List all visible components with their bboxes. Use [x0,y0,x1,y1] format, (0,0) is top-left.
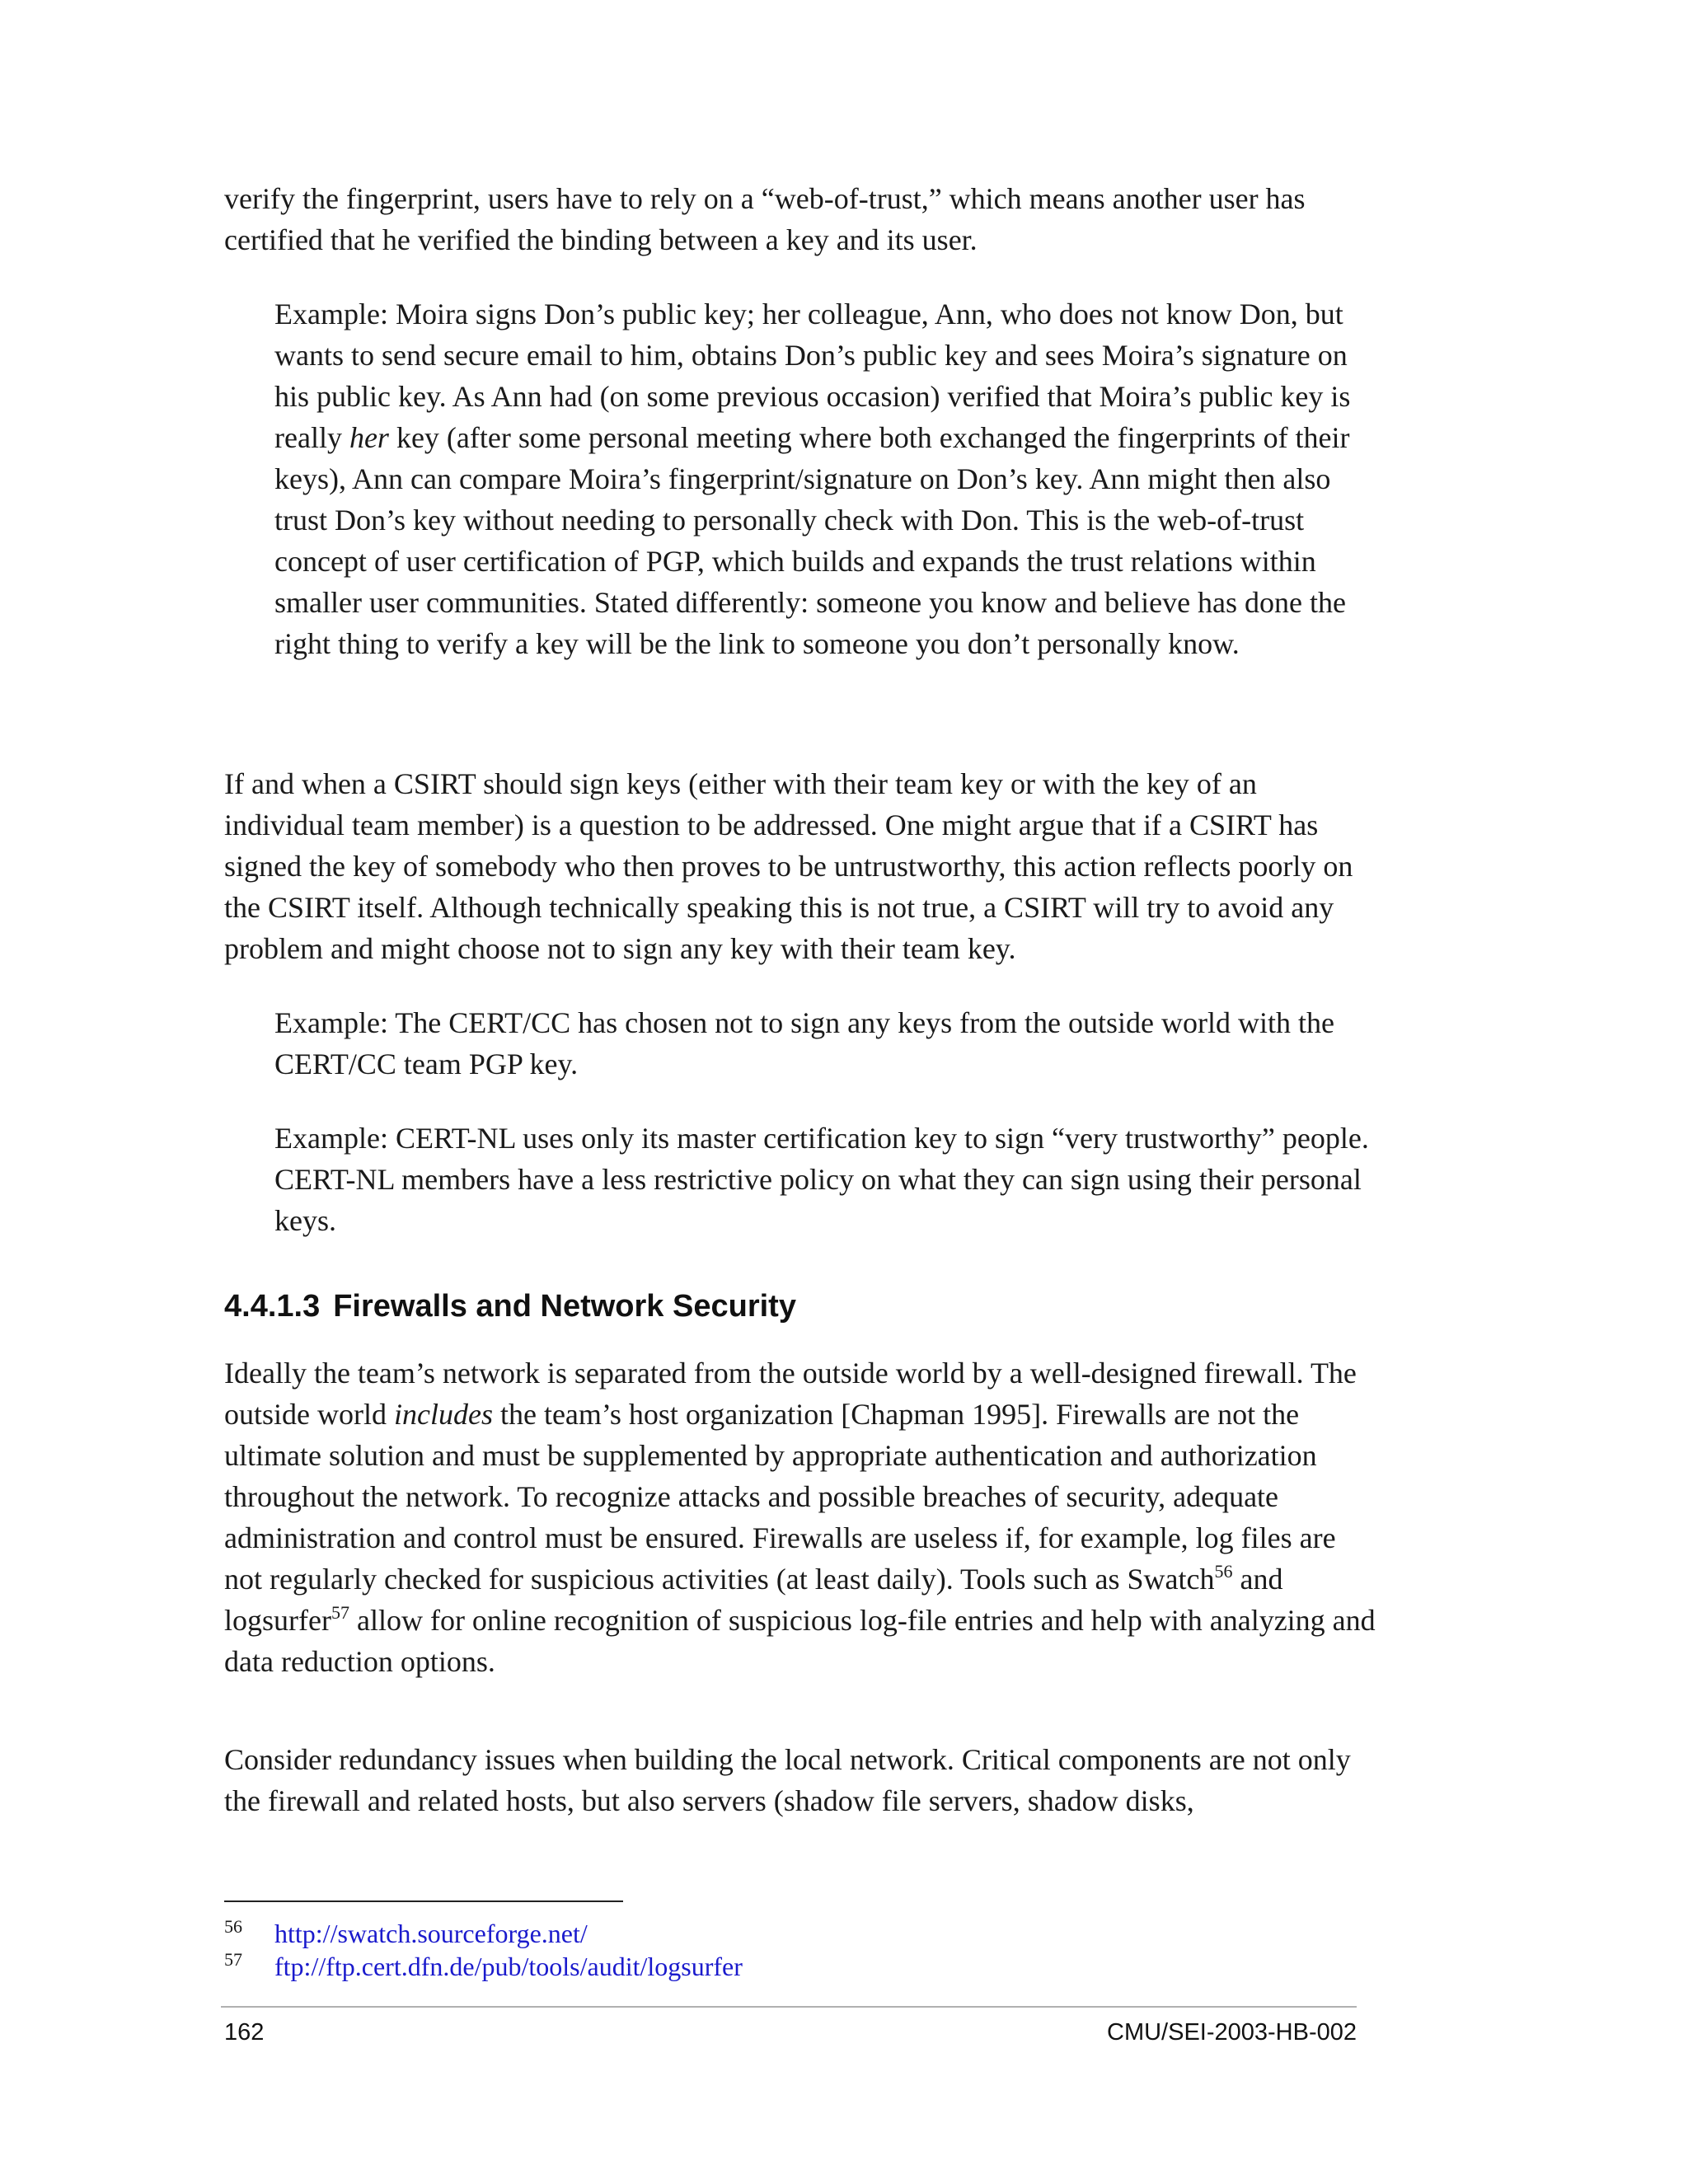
footnote-link-swatch[interactable]: http://swatch.sourceforge.net/ [274,1919,588,1948]
paragraph-text-part: the team’s host organization [Chapman 1995]. Firewalls are not the ultimate solution and must be supplemented by appropriate authentication and authorization throughout the network. To recognize attacks and possible breaches of security, adequate administration and control must be ensured. Firewalls are useless if, for example, log files are not regularly checked for suspicious activities (at least daily). Tools such as Swatch [224,1398,1336,1596]
footnote-56: 56 http://swatch.sourceforge.net/ [224,1916,588,1948]
example-moira-don-ann [274,293,1379,664]
footnote-ref-57[interactable]: 57 [331,1602,349,1623]
section-heading [224,1286,796,1327]
section-number: 4.4.1.3 [224,1289,321,1324]
footnote-separator [224,1900,623,1902]
paragraph-csirt-sign-keys: If and when a CSIRT should sign keys (either with their team key or with the key of an individual team member) is a question to be addressed. One might argue that if a CSIRT has signed the key of somebody who then proves to be untrustworthy, this action reflects poorly on the CSIRT itself. Although technically speaking this is not true, a CSIRT will try to avoid any problem and might choose not to sign any key with their team key. [224,767,1353,965]
footer-divider [221,2006,1357,2008]
paragraph-text-part: Ideally the team’s network is separated from the outside world by a well-designed firewall. The outside world [224,1357,1357,1431]
example-cert-cc: Example: The CERT/CC has chosen not to sign any keys from the outside world with the CERT/CC team PGP key. [274,1006,1334,1080]
emphasis-includes: includes [393,1398,493,1431]
emphasis-her: her [349,421,389,454]
paragraph-text-part: and logsurfer [224,1563,1283,1637]
paragraph-firewalls [224,1352,1378,1682]
footnote-ref-56[interactable]: 56 [1214,1561,1233,1582]
example-text-part: key (after some personal meeting where both exchanged the fingerprints of their keys), Ann can compare Moira’s fingerprint/signature on Don’s key. Ann might then also trust Don’s key without needing to personally check with Don. This is the web-of-trust concept of user certification of PGP, which builds and expands the trust relations within smaller user communities. Stated differently: someone you know and believe has done the right thing to verify a key will be the link to someone you don’t personally know. [274,421,1350,660]
paragraph-web-of-trust-intro: verify the fingerprint, users have to rely on a “web-of-trust,” which means another user has certified that he verified the binding between a key and its user. [224,182,1306,256]
example-cert-nl: Example: CERT-NL uses only its master certification key to sign “very trustworthy” people. CERT-NL members have a less restrictive policy on what they can sign using their personal keys. [274,1122,1369,1237]
example-text-part: Example: Moira signs Don’s public key; her colleague, Ann, who does not know Don, but wants to send secure email to him, obtains Don’s public key and sees Moira’s signature on his public key. As Ann had (on some previous occasion) verified that Moira’s public key is really [274,298,1351,454]
footnote-57: 57 ftp://ftp.cert.dfn.de/pub/tools/audit/logsurfer [224,1949,743,1981]
page-number: 162 [224,2019,265,2046]
section-title: Firewalls and Network Security [333,1289,796,1324]
paragraph-text-part: allow for online recognition of suspicious log-file entries and help with analyzing and data reduction options. [224,1604,1376,1678]
paragraph-redundancy: Consider redundancy issues when building the local network. Critical components are not only the firewall and related hosts, but also servers (shadow file servers, shadow disks, [224,1743,1351,1817]
document-id: CMU/SEI-2003-HB-002 [1107,2019,1357,2046]
footnote-link-logsurfer[interactable]: ftp://ftp.cert.dfn.de/pub/tools/audit/logsurfer [274,1952,743,1981]
